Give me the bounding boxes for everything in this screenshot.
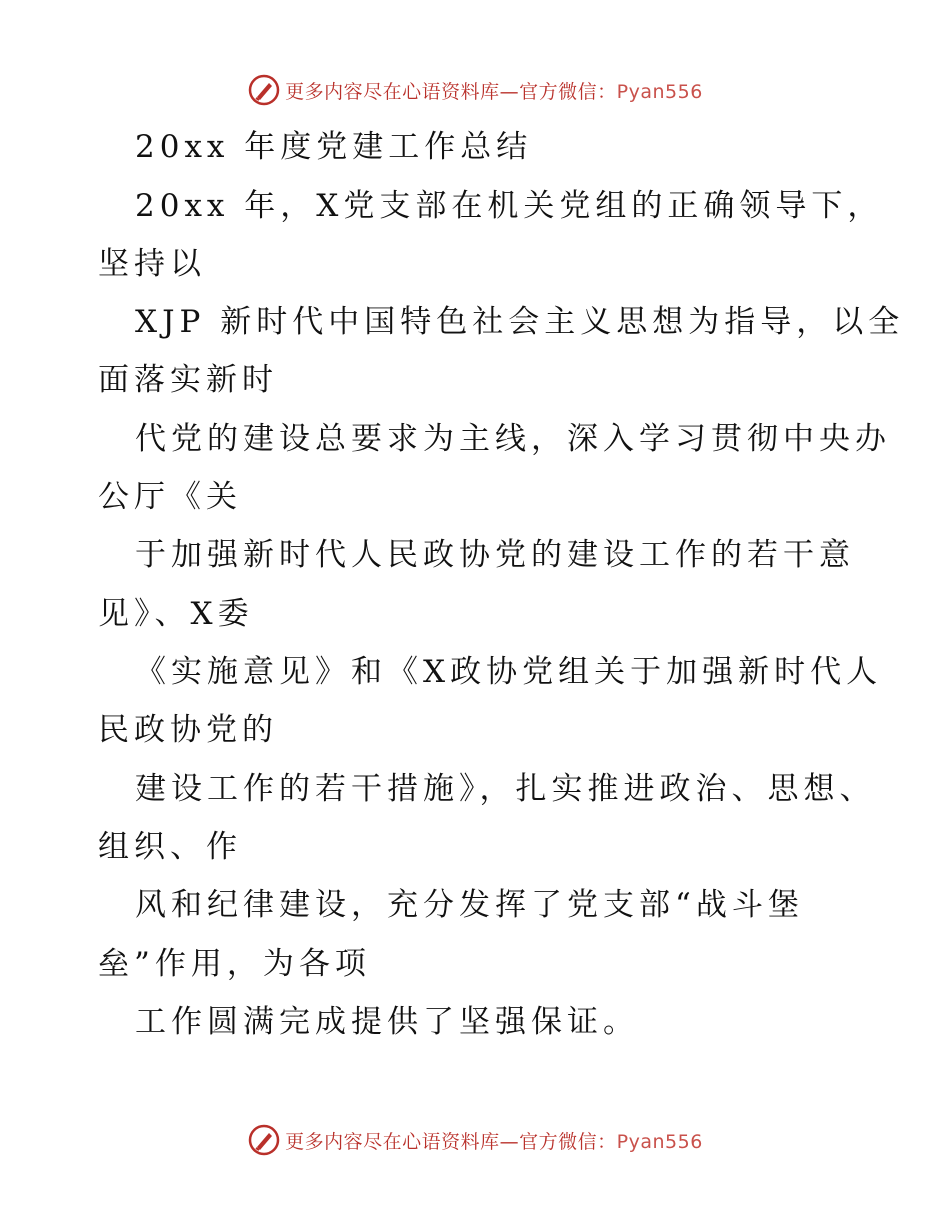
watermark-wechat-id: Pyan556 [616,1130,703,1153]
watermark-text: 更多内容尽在心语资料库—官方微信： [285,1130,617,1153]
document-title: 20xx 年度党建工作总结 [135,129,533,165]
paragraph-line: 组织、作 [98,829,242,865]
paragraph-line: XJP 新时代中国特色社会主义思想为指导，以全 [135,304,905,340]
paragraph-line: 20xx 年，X党支部在机关党组的正确领导下， [135,188,884,224]
paragraph-line: 《实施意见》和《X政协党组关于加强新时代人 [135,654,883,690]
watermark-text: 更多内容尽在心语资料库—官方微信： [285,80,617,103]
paragraph-line: 代党的建设总要求为主线，深入学习贯彻中央办 [135,421,891,457]
pen-logo-icon [247,1123,281,1157]
paragraph-line: 于加强新时代人民政协党的建设工作的若干意 [135,537,855,573]
paragraph-line: 民政协党的 [98,712,278,748]
paragraph-line: 面落实新时 [98,362,278,398]
watermark-footer [0,1120,950,1160]
paragraph-line: 坚持以 [98,246,206,282]
paragraph-line: 见》、X委 [98,596,254,632]
pen-logo-icon [247,73,281,107]
paragraph-line: 风和纪律建设，充分发挥了党支部“战斗堡 [135,887,804,923]
paragraph-line: 公厅《关 [98,479,242,515]
paragraph-line: 工作圆满完成提供了坚强保证。 [135,1004,639,1040]
paragraph-line: 垒”作用，为各项 [98,946,371,982]
paragraph-line: 建设工作的若干措施》，扎实推进政治、思想、 [135,771,876,807]
watermark-header [0,70,950,110]
watermark-wechat-id: Pyan556 [616,80,703,103]
